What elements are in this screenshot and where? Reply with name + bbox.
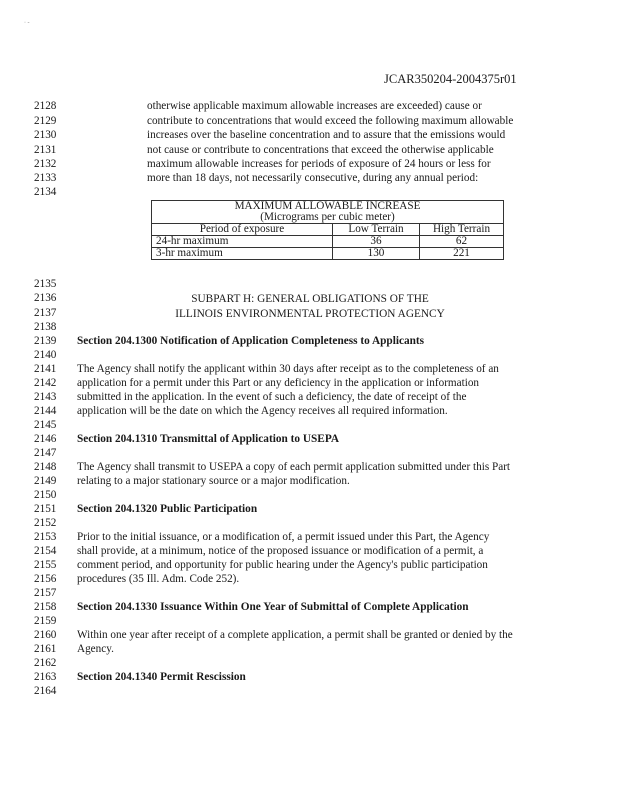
table-title-cell <box>152 201 504 224</box>
line-number: 2156 <box>34 573 57 585</box>
line-number: 2147 <box>34 447 57 459</box>
section-heading: Section 204.1340 Permit Rescission <box>77 671 246 683</box>
line-number: 2163 <box>34 671 57 683</box>
line-number: 2155 <box>34 559 57 571</box>
column-header-high: High Terrain <box>420 224 504 236</box>
intro-line: not cause or contribute to concentrations that exceed the otherwise applicable <box>147 144 494 156</box>
body-line: Within one year after receipt of a complete application, a permit shall be granted or denied by the <box>77 629 513 641</box>
cell-period: 3-hr maximum <box>152 248 333 260</box>
intro-line: maximum allowable increases for periods of exposure of 24 hours or less for <box>147 158 491 170</box>
line-number: 2164 <box>34 685 57 697</box>
body-line: The Agency shall transmit to USEPA a copy of each permit application submitted under this Part <box>77 461 511 473</box>
table-title: MAXIMUM ALLOWABLE INCREASE <box>234 200 421 212</box>
body-line: application for a permit under this Part or any deficiency in the application or information <box>77 377 480 389</box>
table-row <box>152 236 504 248</box>
line-number: 2132 <box>34 158 57 170</box>
body-line: relating to a major stationary source or a major modification. <box>77 475 350 487</box>
cell-high: 221 <box>420 248 504 260</box>
section-heading: Section 204.1300 Notification of Application Completeness to Applicants <box>77 335 425 347</box>
line-number: 2154 <box>34 545 57 557</box>
table-subtitle: (Micrograms per cubic meter) <box>260 211 395 223</box>
line-number: 2128 <box>34 100 57 112</box>
max-increase-table <box>151 200 504 260</box>
subpart-title-line2: ILLINOIS ENVIRONMENTAL PROTECTION AGENCY <box>175 308 445 320</box>
intro-line: contribute to concentrations that would exceed the following maximum allowable <box>147 115 514 127</box>
column-header-low: Low Terrain <box>333 224 420 236</box>
line-number: 2131 <box>34 144 57 156</box>
body-line: Agency. <box>77 643 114 655</box>
line-number: 2129 <box>34 115 57 127</box>
body-line: procedures (35 Ill. Adm. Code 252). <box>77 573 240 585</box>
intro-line: more than 18 days, not necessarily consecutive, during any annual period: <box>147 172 479 184</box>
cell-period: 24-hr maximum <box>152 236 333 248</box>
section-heading: Section 204.1320 Public Participation <box>77 503 258 515</box>
body-line: comment period, and opportunity for public hearing under the Agency's public participation <box>77 559 488 571</box>
column-header-period: Period of exposure <box>152 224 333 236</box>
line-number: 2144 <box>34 405 57 417</box>
subpart-title-line1: SUBPART H: GENERAL OBLIGATIONS OF THE <box>191 293 429 305</box>
cell-low: 36 <box>333 236 420 248</box>
line-number: 2159 <box>34 615 57 627</box>
intro-line: otherwise applicable maximum allowable increases are exceeded) cause or <box>147 100 482 112</box>
line-number: 2136 <box>34 292 57 304</box>
section-heading: Section 204.1310 Transmittal of Application to USEPA <box>77 433 340 445</box>
line-number: 2143 <box>34 391 57 403</box>
line-number: 2141 <box>34 363 57 375</box>
line-number: 2160 <box>34 629 57 641</box>
line-number: 2161 <box>34 643 57 655</box>
scan-marks: · - <box>24 20 30 26</box>
line-number: 2133 <box>34 172 57 184</box>
table-row <box>152 248 504 260</box>
line-number: 2145 <box>34 419 57 431</box>
line-number: 2149 <box>34 475 57 487</box>
line-number: 2139 <box>34 335 57 347</box>
line-number: 2130 <box>34 129 57 141</box>
line-number: 2137 <box>34 307 57 319</box>
line-number: 2148 <box>34 461 57 473</box>
line-number: 2146 <box>34 433 57 445</box>
intro-line: increases over the baseline concentration and to assure that the emissions would <box>147 129 506 141</box>
line-number: 2150 <box>34 489 57 501</box>
body-line: Prior to the initial issuance, or a modification of, a permit issued under this Part, the Agency <box>77 531 490 543</box>
body-line: The Agency shall notify the applicant within 30 days after receipt as to the completeness of an <box>77 363 499 375</box>
cell-low: 130 <box>333 248 420 260</box>
line-number: 2134 <box>34 186 57 198</box>
line-number: 2158 <box>34 601 57 613</box>
line-number: 2142 <box>34 377 57 389</box>
line-number: 2138 <box>34 321 57 333</box>
section-heading: Section 204.1330 Issuance Within One Year of Submittal of Complete Application <box>77 601 469 613</box>
line-number: 2152 <box>34 517 57 529</box>
body-line: application will be the date on which the Agency receives all required information. <box>77 405 448 417</box>
cell-high: 62 <box>420 236 504 248</box>
line-number: 2162 <box>34 657 57 669</box>
line-number: 2135 <box>34 278 57 290</box>
line-number: 2153 <box>34 531 57 543</box>
body-line: submitted in the application. In the event of such a deficiency, the date of receipt of the <box>77 391 467 403</box>
line-number: 2151 <box>34 503 57 515</box>
document-id: JCAR350204-2004375r01 <box>384 72 517 86</box>
line-number: 2140 <box>34 349 57 361</box>
line-number: 2157 <box>34 587 57 599</box>
body-line: shall provide, at a minimum, notice of the proposed issuance or modification of a permit, a <box>77 545 484 557</box>
